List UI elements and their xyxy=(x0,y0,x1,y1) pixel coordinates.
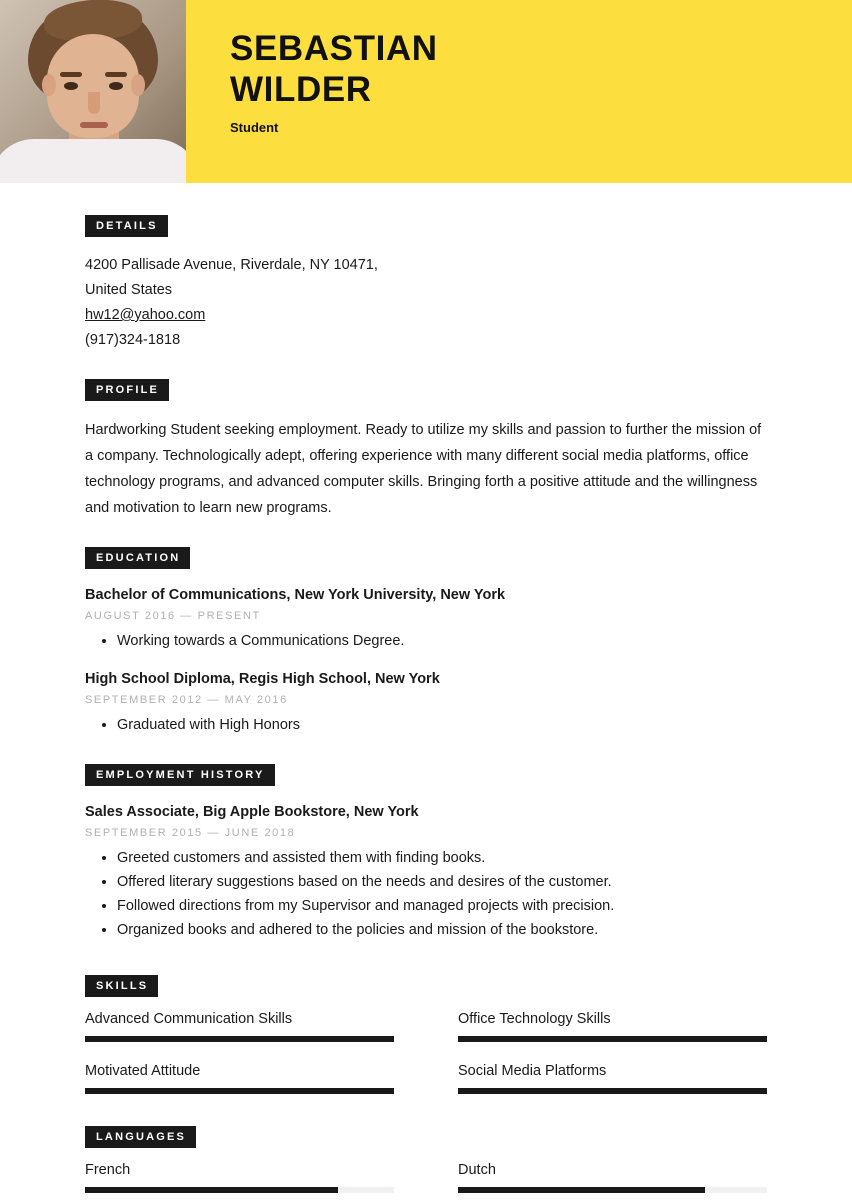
section-label-education: EDUCATION xyxy=(85,547,190,569)
list-item: • Organized books and adhered to the policies and mission of the bookstore. xyxy=(117,919,767,942)
list-item: • Graduated with High Honors xyxy=(117,714,767,737)
eye-left-shape xyxy=(64,82,78,90)
language-item xyxy=(458,1162,767,1193)
entry-bullets xyxy=(85,630,767,653)
first-name: SEBASTIAN xyxy=(230,29,438,68)
skill-track xyxy=(85,1036,394,1042)
eyebrow-left-shape xyxy=(60,72,82,77)
section-education xyxy=(85,547,767,737)
section-profile xyxy=(85,379,767,521)
section-label-details: DETAILS xyxy=(85,215,168,237)
language-label: Dutch xyxy=(458,1162,496,1178)
list-item: • Offered literary suggestions based on the needs and desires of the customer. xyxy=(117,871,767,894)
profile-text: Hardworking Student seeking employment. Ready to utilize my skills and passion to further the mission of a company. Technologically adept, offering experience with many different social media platforms, office technology programs, and advanced computer skills. Bringing forth a positive attitude and the willingness and motivation to learn new programs. xyxy=(85,422,762,516)
name-banner xyxy=(186,0,852,183)
entry-bullets xyxy=(85,847,767,942)
ear-left-shape xyxy=(42,74,56,96)
profile-photo xyxy=(0,0,186,183)
skill-label: Advanced Communication Skills xyxy=(85,1011,293,1027)
section-label-languages: LANGUAGES xyxy=(85,1126,196,1148)
education-entry xyxy=(85,585,767,653)
entry-bullets xyxy=(85,714,767,737)
entry-title: Sales Associate, Big Apple Bookstore, New York xyxy=(85,804,419,820)
skills-column-left xyxy=(85,1011,394,1094)
list-item: • Working towards a Communications Degree. xyxy=(117,630,767,653)
employment-entry xyxy=(85,802,767,942)
section-skills xyxy=(85,975,767,1094)
entry-date: SEPTEMBER 2015 — JUNE 2018 xyxy=(85,827,296,839)
resume-header xyxy=(0,0,852,183)
skill-track xyxy=(458,1088,767,1094)
ear-right-shape xyxy=(131,74,145,96)
language-item xyxy=(85,1162,394,1193)
entry-date: SEPTEMBER 2012 — MAY 2016 xyxy=(85,694,288,706)
skill-label: Office Technology Skills xyxy=(458,1011,611,1027)
shirt-shape xyxy=(0,139,186,183)
nose-shape xyxy=(88,92,100,114)
skill-fill xyxy=(85,1088,394,1094)
eye-right-shape xyxy=(109,82,123,90)
address-line-2: United States xyxy=(85,282,173,298)
entry-title: Bachelor of Communications, New York University, New York xyxy=(85,587,506,603)
section-label-skills: SKILLS xyxy=(85,975,158,997)
skill-item xyxy=(85,1063,394,1094)
skill-label: Motivated Attitude xyxy=(85,1063,201,1079)
mouth-shape xyxy=(80,122,108,128)
job-title: Student xyxy=(230,120,279,135)
eyebrow-right-shape xyxy=(105,72,127,77)
address-line-1: 4200 Pallisade Avenue, Riverdale, NY 10471, xyxy=(85,257,378,273)
email-link[interactable]: hw12@yahoo.com xyxy=(85,307,206,323)
skill-track xyxy=(458,1036,767,1042)
skill-track xyxy=(85,1088,394,1094)
education-entry xyxy=(85,669,767,737)
resume-body xyxy=(0,183,852,1193)
language-track xyxy=(458,1187,767,1193)
page-title xyxy=(230,28,812,110)
skill-label: Social Media Platforms xyxy=(458,1063,607,1079)
skills-grid xyxy=(85,1011,767,1094)
section-employment-history xyxy=(85,764,767,942)
section-label-profile: PROFILE xyxy=(85,379,169,401)
languages-column-right xyxy=(458,1162,767,1193)
language-fill xyxy=(458,1187,705,1193)
language-track xyxy=(85,1187,394,1193)
skill-fill xyxy=(458,1036,767,1042)
skill-item xyxy=(85,1011,394,1042)
language-label: French xyxy=(85,1162,131,1178)
languages-column-left xyxy=(85,1162,394,1193)
skill-fill xyxy=(85,1036,394,1042)
phone-number: (917)324-1818 xyxy=(85,332,181,348)
details-list xyxy=(85,253,767,353)
skill-fill xyxy=(458,1088,767,1094)
skills-column-right xyxy=(458,1011,767,1094)
skill-item xyxy=(458,1011,767,1042)
section-label-employment: EMPLOYMENT HISTORY xyxy=(85,764,275,786)
section-languages xyxy=(85,1126,767,1193)
entry-date: AUGUST 2016 — PRESENT xyxy=(85,610,261,622)
section-details xyxy=(85,215,767,353)
skill-item xyxy=(458,1063,767,1094)
list-item: • Followed directions from my Supervisor and managed projects with precision. xyxy=(117,895,767,918)
list-item: • Greeted customers and assisted them with finding books. xyxy=(117,847,767,870)
entry-title: High School Diploma, Regis High School, New York xyxy=(85,671,440,687)
languages-grid xyxy=(85,1162,767,1193)
last-name: WILDER xyxy=(230,70,372,109)
language-fill xyxy=(85,1187,338,1193)
